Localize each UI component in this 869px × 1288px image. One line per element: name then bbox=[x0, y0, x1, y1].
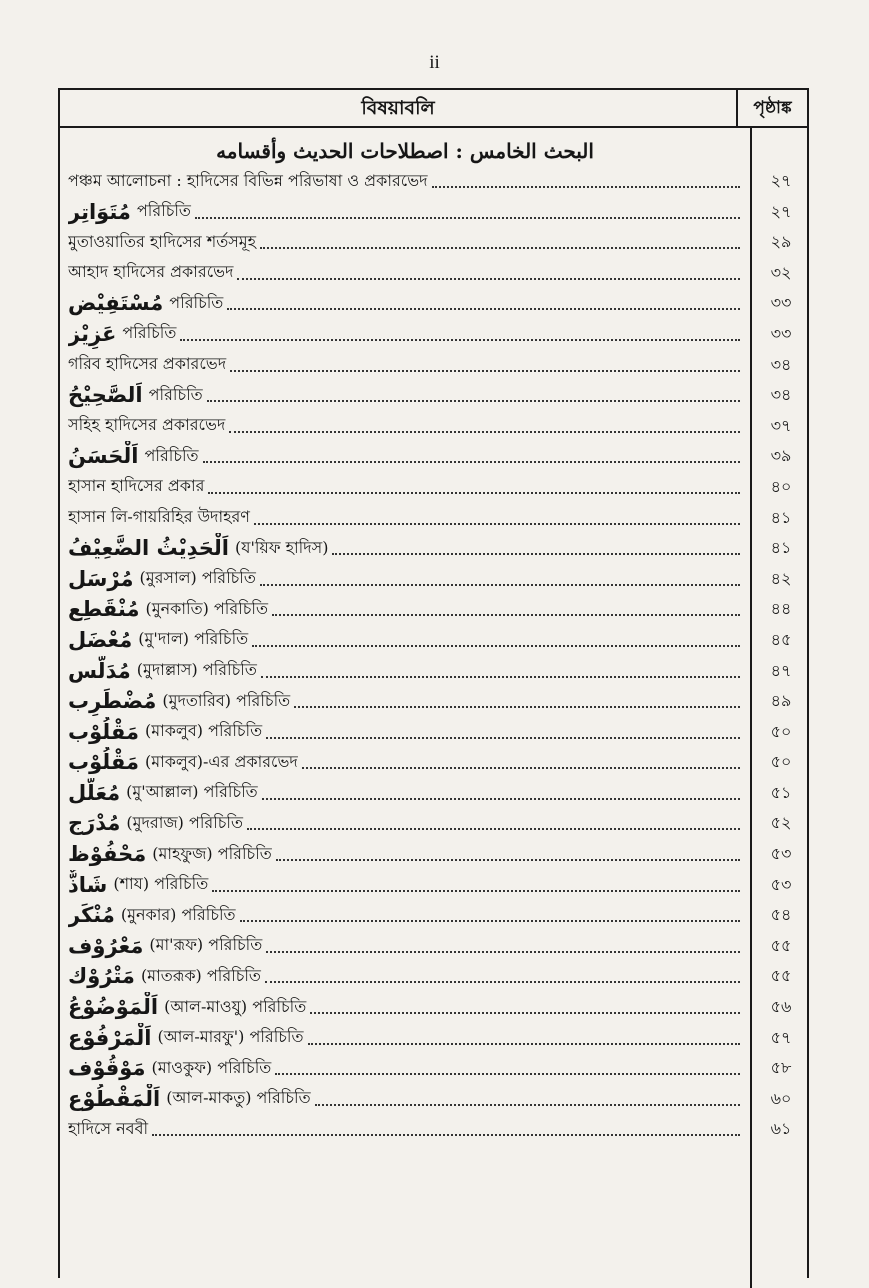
toc-entry-text: গরিব হাদিসের প্রকারভেদ bbox=[68, 354, 227, 374]
arabic-term: اَلْحَسَنُ bbox=[68, 444, 139, 469]
toc-entry-title bbox=[68, 594, 740, 624]
toc-entry-page: ৩৩ bbox=[770, 293, 792, 313]
toc-entry[interactable] bbox=[60, 656, 807, 687]
toc-entry[interactable] bbox=[60, 686, 807, 717]
toc-entry-page: ৫৮ bbox=[770, 1058, 792, 1078]
arabic-term: مُسْتَفِيْض bbox=[68, 291, 164, 316]
toc-entry-text: (মুদাল্লাস) পরিচিতি bbox=[136, 660, 257, 679]
toc-entry-page: ৪৪ bbox=[770, 599, 792, 619]
toc-entry-title bbox=[68, 503, 740, 533]
dot-leader bbox=[332, 553, 740, 555]
dot-leader bbox=[240, 920, 740, 922]
toc-entry[interactable] bbox=[60, 1023, 807, 1054]
subject-column-header: বিষয়াবলি bbox=[361, 97, 435, 119]
toc-entry-page: ৪৯ bbox=[770, 691, 792, 711]
toc-entry-text: পরিচিতি bbox=[122, 323, 177, 343]
toc-entry[interactable] bbox=[60, 258, 807, 289]
toc-entry-text: (মুদতারিব) পরিচিতি bbox=[162, 690, 291, 710]
toc-entry-page: ৪১ bbox=[770, 538, 792, 558]
toc-entry-page: ৪০ bbox=[770, 476, 792, 496]
toc-entry-title bbox=[68, 533, 740, 563]
dot-leader bbox=[229, 431, 740, 433]
toc-entry-title bbox=[68, 197, 740, 227]
toc-entry[interactable] bbox=[60, 380, 807, 411]
toc-entry-page: ৩৪ bbox=[770, 354, 792, 374]
toc-entry-page: ৫৭ bbox=[770, 1027, 792, 1047]
toc-entry[interactable] bbox=[60, 411, 807, 442]
toc-entry-title bbox=[68, 564, 740, 594]
toc-entry[interactable] bbox=[60, 288, 807, 319]
toc-entry-title bbox=[68, 717, 740, 747]
toc-entry-page: ৫০ bbox=[770, 721, 792, 741]
arabic-term: مُنْكَر bbox=[68, 903, 115, 928]
dot-leader bbox=[260, 247, 740, 249]
toc-entry-page: ৩৭ bbox=[770, 415, 792, 435]
toc-entry-text: (মু'দাল) পরিচিতি bbox=[138, 629, 249, 649]
dot-leader bbox=[302, 767, 740, 769]
section-heading: البحث الخامس : اصطلاحات الحديث وأقسامه bbox=[216, 139, 594, 163]
toc-entry-text: হাসান লি-গায়রিহির উদাহরণ bbox=[68, 507, 250, 527]
toc-entry[interactable] bbox=[60, 594, 807, 625]
arabic-term: اَلْمَوْضُوْعُ bbox=[68, 995, 159, 1020]
dot-leader bbox=[276, 859, 740, 861]
toc-entry-page: ৬০ bbox=[770, 1088, 792, 1108]
toc-entry[interactable] bbox=[60, 350, 807, 381]
toc-entry[interactable] bbox=[60, 839, 807, 870]
toc-entry-page: ৩২ bbox=[770, 262, 792, 282]
toc-entry-title bbox=[68, 839, 740, 869]
toc-entry-text: পরিচিতি bbox=[144, 445, 199, 465]
toc-entry-title bbox=[68, 380, 740, 410]
toc-entry-title bbox=[68, 992, 740, 1022]
toc-entry-title bbox=[68, 900, 740, 930]
toc-entry-title bbox=[68, 656, 740, 686]
toc-entry-text: মুতাওয়াতির হাদিসের শর্তসমূহ bbox=[68, 231, 257, 251]
arabic-term: شَاذٌّ bbox=[68, 872, 108, 897]
dot-leader bbox=[261, 676, 740, 678]
toc-entry-page: ২৯ bbox=[770, 232, 792, 252]
toc-entry[interactable] bbox=[60, 533, 807, 564]
toc-entry-text: (মাতরূক) পরিচিতি bbox=[140, 965, 261, 985]
toc-entry[interactable] bbox=[60, 1053, 807, 1084]
arabic-term: مُرْسَل bbox=[68, 566, 134, 591]
dot-leader bbox=[260, 584, 740, 586]
toc-entry[interactable] bbox=[60, 717, 807, 748]
dot-leader bbox=[275, 1073, 740, 1075]
toc-entry-text: (আল-মারফু') পরিচিতি bbox=[157, 1027, 304, 1047]
dot-leader bbox=[212, 890, 740, 892]
toc-entry-title bbox=[68, 686, 740, 716]
toc-entry[interactable] bbox=[60, 227, 807, 258]
toc-entry-text: সহিহ হাদিসের প্রকারভেদ bbox=[68, 415, 226, 435]
toc-entry-title bbox=[68, 227, 740, 257]
toc-entry-title bbox=[68, 288, 740, 318]
toc-entry-page: ৩৯ bbox=[770, 446, 792, 466]
dot-leader bbox=[237, 278, 740, 280]
toc-entry[interactable] bbox=[60, 1084, 807, 1115]
toc-entry-text: (মাকলুব) পরিচিতি bbox=[144, 721, 263, 741]
toc-entry[interactable] bbox=[60, 778, 807, 809]
toc-entry-page: ৫০ bbox=[770, 752, 792, 772]
toc-entry[interactable] bbox=[60, 1114, 807, 1145]
arabic-term: اَلْمَرْفُوْع bbox=[68, 1025, 152, 1050]
toc-entry[interactable] bbox=[60, 747, 807, 778]
arabic-term: مُتَوَاتِر bbox=[68, 199, 131, 224]
toc-entry-page: ৫৫ bbox=[770, 966, 792, 986]
toc-entry-page: ৩৪ bbox=[770, 385, 792, 405]
toc-entry-title bbox=[68, 1053, 740, 1083]
dot-leader bbox=[294, 706, 740, 708]
toc-entry-text: (মাওকুফ) পরিচিতি bbox=[151, 1057, 272, 1077]
toc-entry-title bbox=[68, 411, 740, 441]
table-of-contents bbox=[58, 88, 809, 1278]
dot-leader bbox=[308, 1043, 740, 1045]
arabic-term: مُضْطَرِب bbox=[68, 689, 157, 714]
arabic-term: مَعْرُوْف bbox=[68, 933, 144, 958]
toc-entry-page: ৫১ bbox=[770, 782, 792, 802]
toc-entry-page: ২৭ bbox=[770, 201, 792, 221]
dot-leader bbox=[310, 1012, 740, 1014]
toc-entry-title bbox=[68, 472, 740, 502]
toc-entry-title bbox=[68, 870, 740, 900]
toc-entry-page: ৫৬ bbox=[770, 997, 792, 1017]
toc-entry-text: (য'য়িফ হাদিস) bbox=[235, 537, 329, 557]
toc-entry-page: ৪২ bbox=[770, 568, 792, 588]
toc-entry-title bbox=[68, 1084, 740, 1114]
dot-leader bbox=[227, 308, 740, 310]
toc-entry-text: (আল-মাকতু) পরিচিতি bbox=[166, 1088, 311, 1108]
toc-entry-page: ২৭ bbox=[770, 171, 792, 190]
toc-entry-text: (আল-মাওযু) পরিচিতি bbox=[164, 996, 307, 1016]
arabic-term: مَتْرُوْك bbox=[68, 964, 135, 989]
toc-entry[interactable] bbox=[60, 931, 807, 962]
toc-entry-text: (মু'আল্লাল) পরিচিতি bbox=[126, 782, 258, 802]
toc-entry[interactable] bbox=[60, 625, 807, 656]
arabic-term: عَزِيْز bbox=[68, 321, 117, 346]
page-number: ii bbox=[429, 52, 440, 73]
toc-entry-text: হাদিসে নববী bbox=[68, 1118, 149, 1138]
toc-entry-text: পঞ্চম আলোচনা : হাদিসের বিভিন্ন পরিভাষা ও প্রকারভেদ bbox=[68, 170, 428, 190]
toc-entry[interactable] bbox=[60, 992, 807, 1023]
dot-leader bbox=[152, 1134, 740, 1136]
toc-entry-page: ৫৩ bbox=[770, 874, 792, 894]
toc-entry-page: ৫৫ bbox=[770, 935, 792, 955]
dot-leader bbox=[265, 981, 740, 983]
toc-entry-page: ৫২ bbox=[770, 813, 792, 833]
dot-leader bbox=[203, 461, 740, 463]
toc-entry-text: (মুদরাজ) পরিচিতি bbox=[126, 812, 244, 832]
arabic-term: اَلصَّحِيْحُ bbox=[68, 383, 143, 408]
toc-entry-text: (মুনকাতি) পরিচিতি bbox=[145, 598, 268, 618]
toc-entry[interactable] bbox=[60, 197, 807, 228]
dot-leader bbox=[195, 217, 740, 219]
toc-entry-text: (মুরসাল) পরিচিতি bbox=[139, 568, 256, 588]
toc-entry-text: (মাহফুজ) পরিচিতি bbox=[152, 843, 272, 863]
toc-entry-text: পরিচিতি bbox=[136, 201, 191, 221]
dot-leader bbox=[247, 828, 740, 830]
dot-leader bbox=[262, 798, 740, 800]
arabic-term: مَقْلُوْب bbox=[68, 750, 139, 775]
dot-leader bbox=[272, 614, 740, 616]
toc-entry-page: ৫৪ bbox=[770, 905, 792, 925]
toc-entry-text: (শায) পরিচিতি bbox=[113, 874, 209, 894]
toc-entry-text: (মাকলুব)-এর প্রকারভেদ bbox=[144, 751, 298, 771]
arabic-term: مَحْفُوْظ bbox=[68, 842, 147, 867]
toc-entry-page: ৪১ bbox=[770, 507, 792, 527]
toc-entry-title bbox=[68, 166, 740, 196]
arabic-term: مَقْلُوْب bbox=[68, 719, 139, 744]
toc-entry-text: (মুনকার) পরিচিতি bbox=[120, 904, 236, 924]
toc-header bbox=[60, 90, 807, 128]
dot-leader bbox=[208, 492, 740, 494]
toc-entry-page: ৩৩ bbox=[770, 323, 792, 343]
dot-leader bbox=[315, 1104, 740, 1106]
toc-entry-title bbox=[68, 931, 740, 961]
toc-entry-text: (মা'রূফ) পরিচিতি bbox=[149, 935, 263, 955]
arabic-term: مُعْضَل bbox=[68, 627, 133, 652]
dot-leader bbox=[266, 951, 740, 953]
arabic-term: اَلْحَدِيْثُ الضَّعِيْفُ bbox=[68, 536, 229, 561]
toc-entry-page: ৪৭ bbox=[770, 660, 792, 680]
toc-entry-title bbox=[68, 961, 740, 991]
toc-entry-page: ৫৩ bbox=[770, 844, 792, 864]
toc-entry-title bbox=[68, 747, 740, 777]
toc-entry[interactable] bbox=[60, 900, 807, 931]
toc-entry[interactable] bbox=[60, 961, 807, 992]
dot-leader bbox=[207, 400, 740, 402]
toc-entry[interactable] bbox=[60, 870, 807, 901]
dot-leader bbox=[252, 645, 740, 647]
arabic-term: مُعَلَّل bbox=[68, 780, 121, 805]
arabic-term: مُدَلَّس bbox=[68, 658, 131, 683]
dot-leader bbox=[230, 370, 740, 372]
arabic-term: مُدْرَج bbox=[68, 811, 121, 836]
toc-entry-text: হাসান হাদিসের প্রকার bbox=[68, 476, 205, 496]
dot-leader bbox=[266, 737, 740, 739]
arabic-term: مُنْقَطِع bbox=[68, 597, 140, 622]
toc-entry[interactable] bbox=[60, 166, 807, 197]
dot-leader bbox=[432, 186, 740, 188]
arabic-term: اَلْمَقْطُوْع bbox=[68, 1086, 161, 1111]
toc-entry-title bbox=[68, 808, 740, 838]
toc-entry-title bbox=[68, 1023, 740, 1053]
dot-leader bbox=[180, 339, 740, 341]
toc-entry-title bbox=[68, 350, 740, 380]
toc-entry-title bbox=[68, 258, 740, 288]
toc-entry[interactable] bbox=[60, 319, 807, 350]
dot-leader bbox=[254, 523, 740, 525]
toc-entry-title bbox=[68, 319, 740, 349]
toc-entries bbox=[60, 166, 807, 1145]
toc-entry-title bbox=[68, 778, 740, 808]
toc-entry-title bbox=[68, 625, 740, 655]
toc-entry[interactable] bbox=[60, 472, 807, 503]
toc-entry[interactable] bbox=[60, 441, 807, 472]
toc-entry-text: আহাদ হাদিসের প্রকারভেদ bbox=[68, 262, 234, 282]
arabic-term: مَوْقُوْف bbox=[68, 1056, 146, 1081]
toc-entry-page: ৬১ bbox=[770, 1119, 792, 1139]
toc-entry[interactable] bbox=[60, 503, 807, 534]
toc-entry-page: ৪৫ bbox=[770, 629, 792, 649]
toc-entry[interactable] bbox=[60, 564, 807, 595]
toc-entry-text: পরিচিতি bbox=[169, 292, 224, 312]
page-column-header: পৃষ্ঠাঙ্ক bbox=[736, 90, 807, 126]
toc-entry[interactable] bbox=[60, 808, 807, 839]
toc-entry-title bbox=[68, 1114, 740, 1144]
toc-entry-title bbox=[68, 441, 740, 471]
toc-entry-text: পরিচিতি bbox=[148, 384, 203, 404]
